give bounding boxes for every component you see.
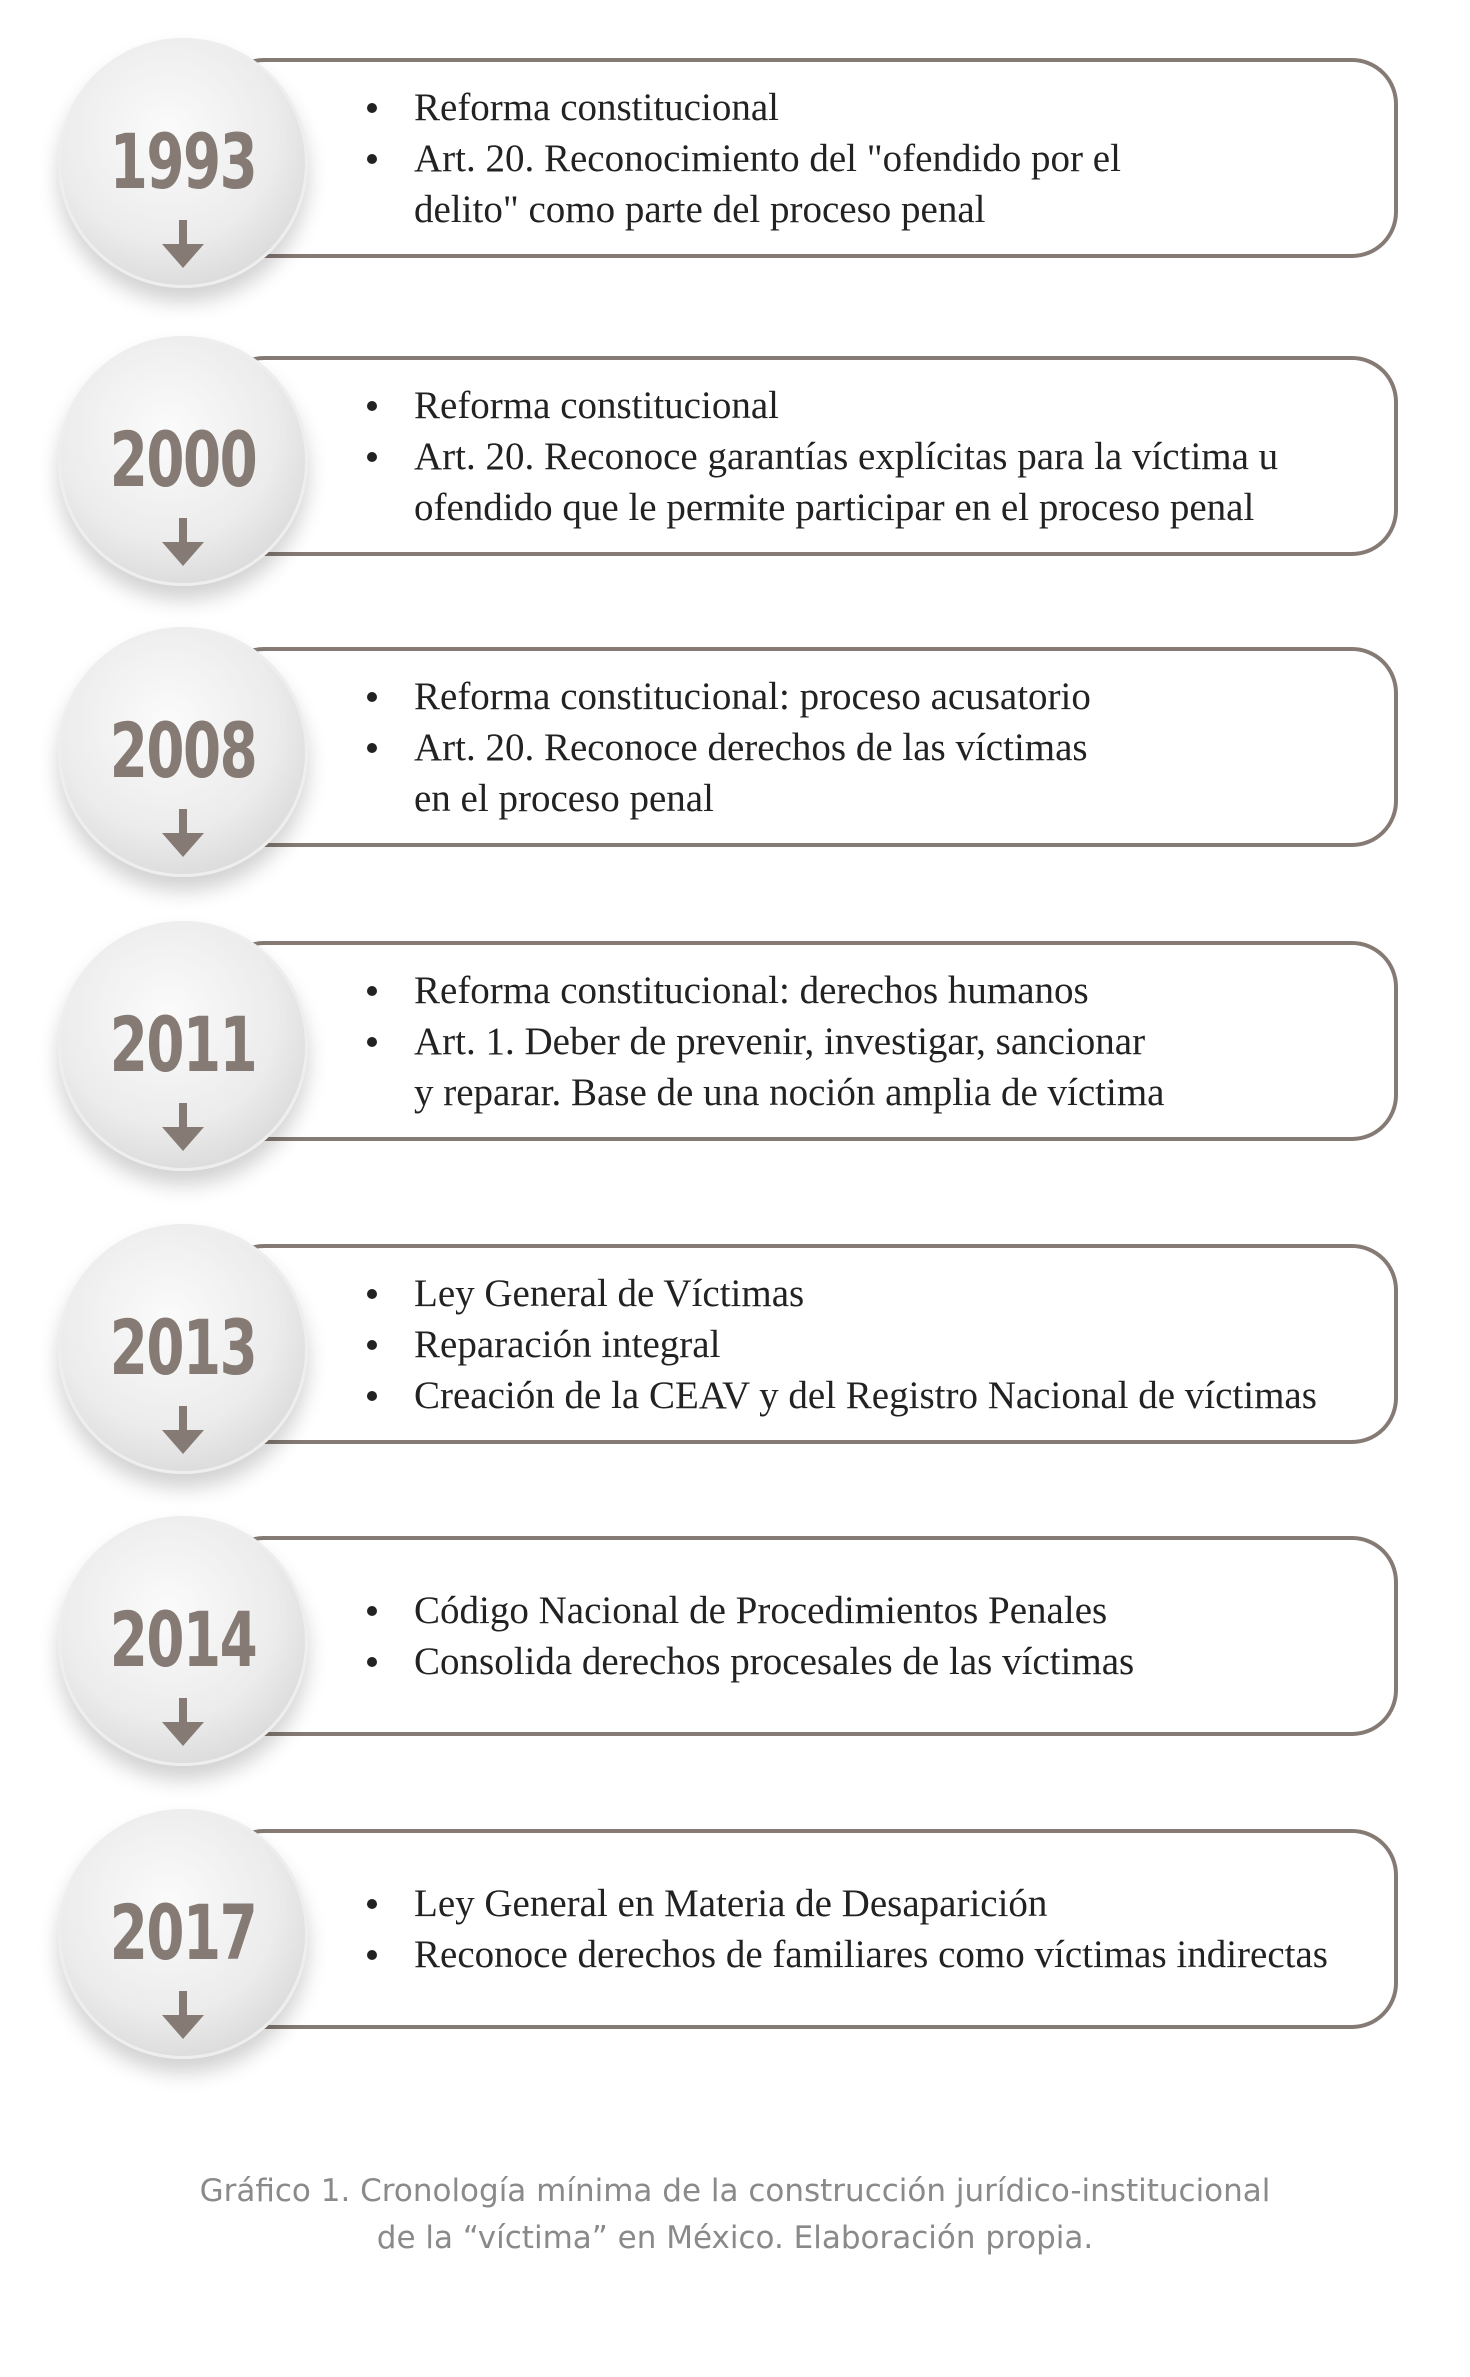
bullet-text: Ley General en Materia de Desaparición bbox=[414, 1882, 1048, 1925]
bullet-text: Reforma constitucional: proceso acusatorio bbox=[414, 674, 1091, 718]
event-bullet bbox=[364, 1878, 1384, 1929]
event-bullet bbox=[364, 1319, 1384, 1370]
arrow-down-icon bbox=[162, 809, 204, 859]
year-disc bbox=[58, 1809, 308, 2059]
event-bullet bbox=[364, 722, 1384, 824]
year-disc bbox=[58, 1224, 308, 1474]
event-bullet-list bbox=[364, 1536, 1384, 1736]
event-bullet bbox=[364, 1585, 1384, 1636]
arrow-down-icon bbox=[162, 518, 204, 568]
event-bullet-list bbox=[364, 1244, 1384, 1444]
event-bullet bbox=[364, 1370, 1384, 1421]
arrow-down-icon bbox=[162, 220, 204, 270]
bullet-text: Creación de la CEAV y del Registro Nacional de víctimas bbox=[414, 1373, 1317, 1417]
event-bullet bbox=[364, 82, 1384, 133]
timeline-entry bbox=[0, 1809, 1470, 2059]
year-label: 1993 bbox=[109, 117, 257, 206]
caption-line: de la “víctima” en México. Elaboración propia. bbox=[376, 2220, 1094, 2256]
bullet-text: ofendido que le permite participar en el proceso penal bbox=[414, 485, 1255, 529]
bullet-text: Art. 20. Reconoce garantías explícitas para la víctima u bbox=[414, 434, 1279, 478]
event-bullet-list bbox=[364, 647, 1384, 847]
year-label: 2017 bbox=[109, 1888, 257, 1977]
timeline-entry bbox=[0, 921, 1470, 1171]
event-bullet bbox=[364, 1636, 1384, 1687]
event-bullet bbox=[364, 1016, 1384, 1118]
timeline-entry bbox=[0, 38, 1470, 288]
year-disc bbox=[58, 921, 308, 1171]
year-disc bbox=[58, 336, 308, 586]
bullet-text: Reparación integral bbox=[414, 1322, 721, 1366]
event-bullet bbox=[364, 965, 1384, 1016]
bullet-text: Reconoce derechos de familiares como víctimas indirectas bbox=[414, 1933, 1328, 1976]
event-bullet-list bbox=[364, 1829, 1384, 2029]
event-bullet bbox=[364, 1929, 1384, 1980]
bullet-text: Código Nacional de Procedimientos Penales bbox=[414, 1589, 1108, 1632]
bullet-text: Reforma constitucional bbox=[414, 85, 779, 129]
year-label: 2011 bbox=[109, 1000, 257, 1089]
event-bullet bbox=[364, 133, 1384, 235]
year-label: 2000 bbox=[109, 415, 257, 504]
year-disc bbox=[58, 627, 308, 877]
event-bullet bbox=[364, 431, 1384, 533]
timeline-entry bbox=[0, 1516, 1470, 1766]
timeline-entry bbox=[0, 627, 1470, 877]
bullet-text: delito" como parte del proceso penal bbox=[414, 187, 986, 231]
bullet-text: Reforma constitucional: derechos humanos bbox=[414, 968, 1089, 1012]
event-bullet bbox=[364, 1268, 1384, 1319]
bullet-text: en el proceso penal bbox=[414, 776, 714, 820]
year-label: 2014 bbox=[109, 1595, 257, 1684]
year-label: 2008 bbox=[109, 706, 257, 795]
event-bullet-list bbox=[364, 941, 1384, 1141]
arrow-down-icon bbox=[162, 1406, 204, 1456]
bullet-text: Art. 20. Reconocimiento del "ofendido por el bbox=[414, 136, 1121, 180]
bullet-text: Reforma constitucional bbox=[414, 383, 779, 427]
year-disc bbox=[58, 38, 308, 288]
caption-line: Gráfico 1. Cronología mínima de la construcción jurídico-institucional bbox=[199, 2173, 1271, 2209]
event-bullet-list bbox=[364, 58, 1384, 258]
event-bullet bbox=[364, 671, 1384, 722]
bullet-text: Art. 20. Reconoce derechos de las víctimas bbox=[414, 725, 1088, 769]
timeline-entry bbox=[0, 1224, 1470, 1474]
bullet-text: y reparar. Base de una noción amplia de víctima bbox=[414, 1070, 1165, 1114]
timeline-entry bbox=[0, 336, 1470, 586]
bullet-text: Ley General de Víctimas bbox=[414, 1271, 805, 1315]
arrow-down-icon bbox=[162, 1103, 204, 1153]
bullet-text: Art. 1. Deber de prevenir, investigar, sancionar bbox=[414, 1019, 1146, 1063]
year-disc bbox=[58, 1516, 308, 1766]
arrow-down-icon bbox=[162, 1991, 204, 2041]
bullet-text: Consolida derechos procesales de las víctimas bbox=[414, 1640, 1135, 1683]
event-bullet-list bbox=[364, 356, 1384, 556]
event-bullet bbox=[364, 380, 1384, 431]
figure-caption bbox=[0, 2168, 1470, 2262]
year-label: 2013 bbox=[109, 1303, 257, 1392]
arrow-down-icon bbox=[162, 1698, 204, 1748]
